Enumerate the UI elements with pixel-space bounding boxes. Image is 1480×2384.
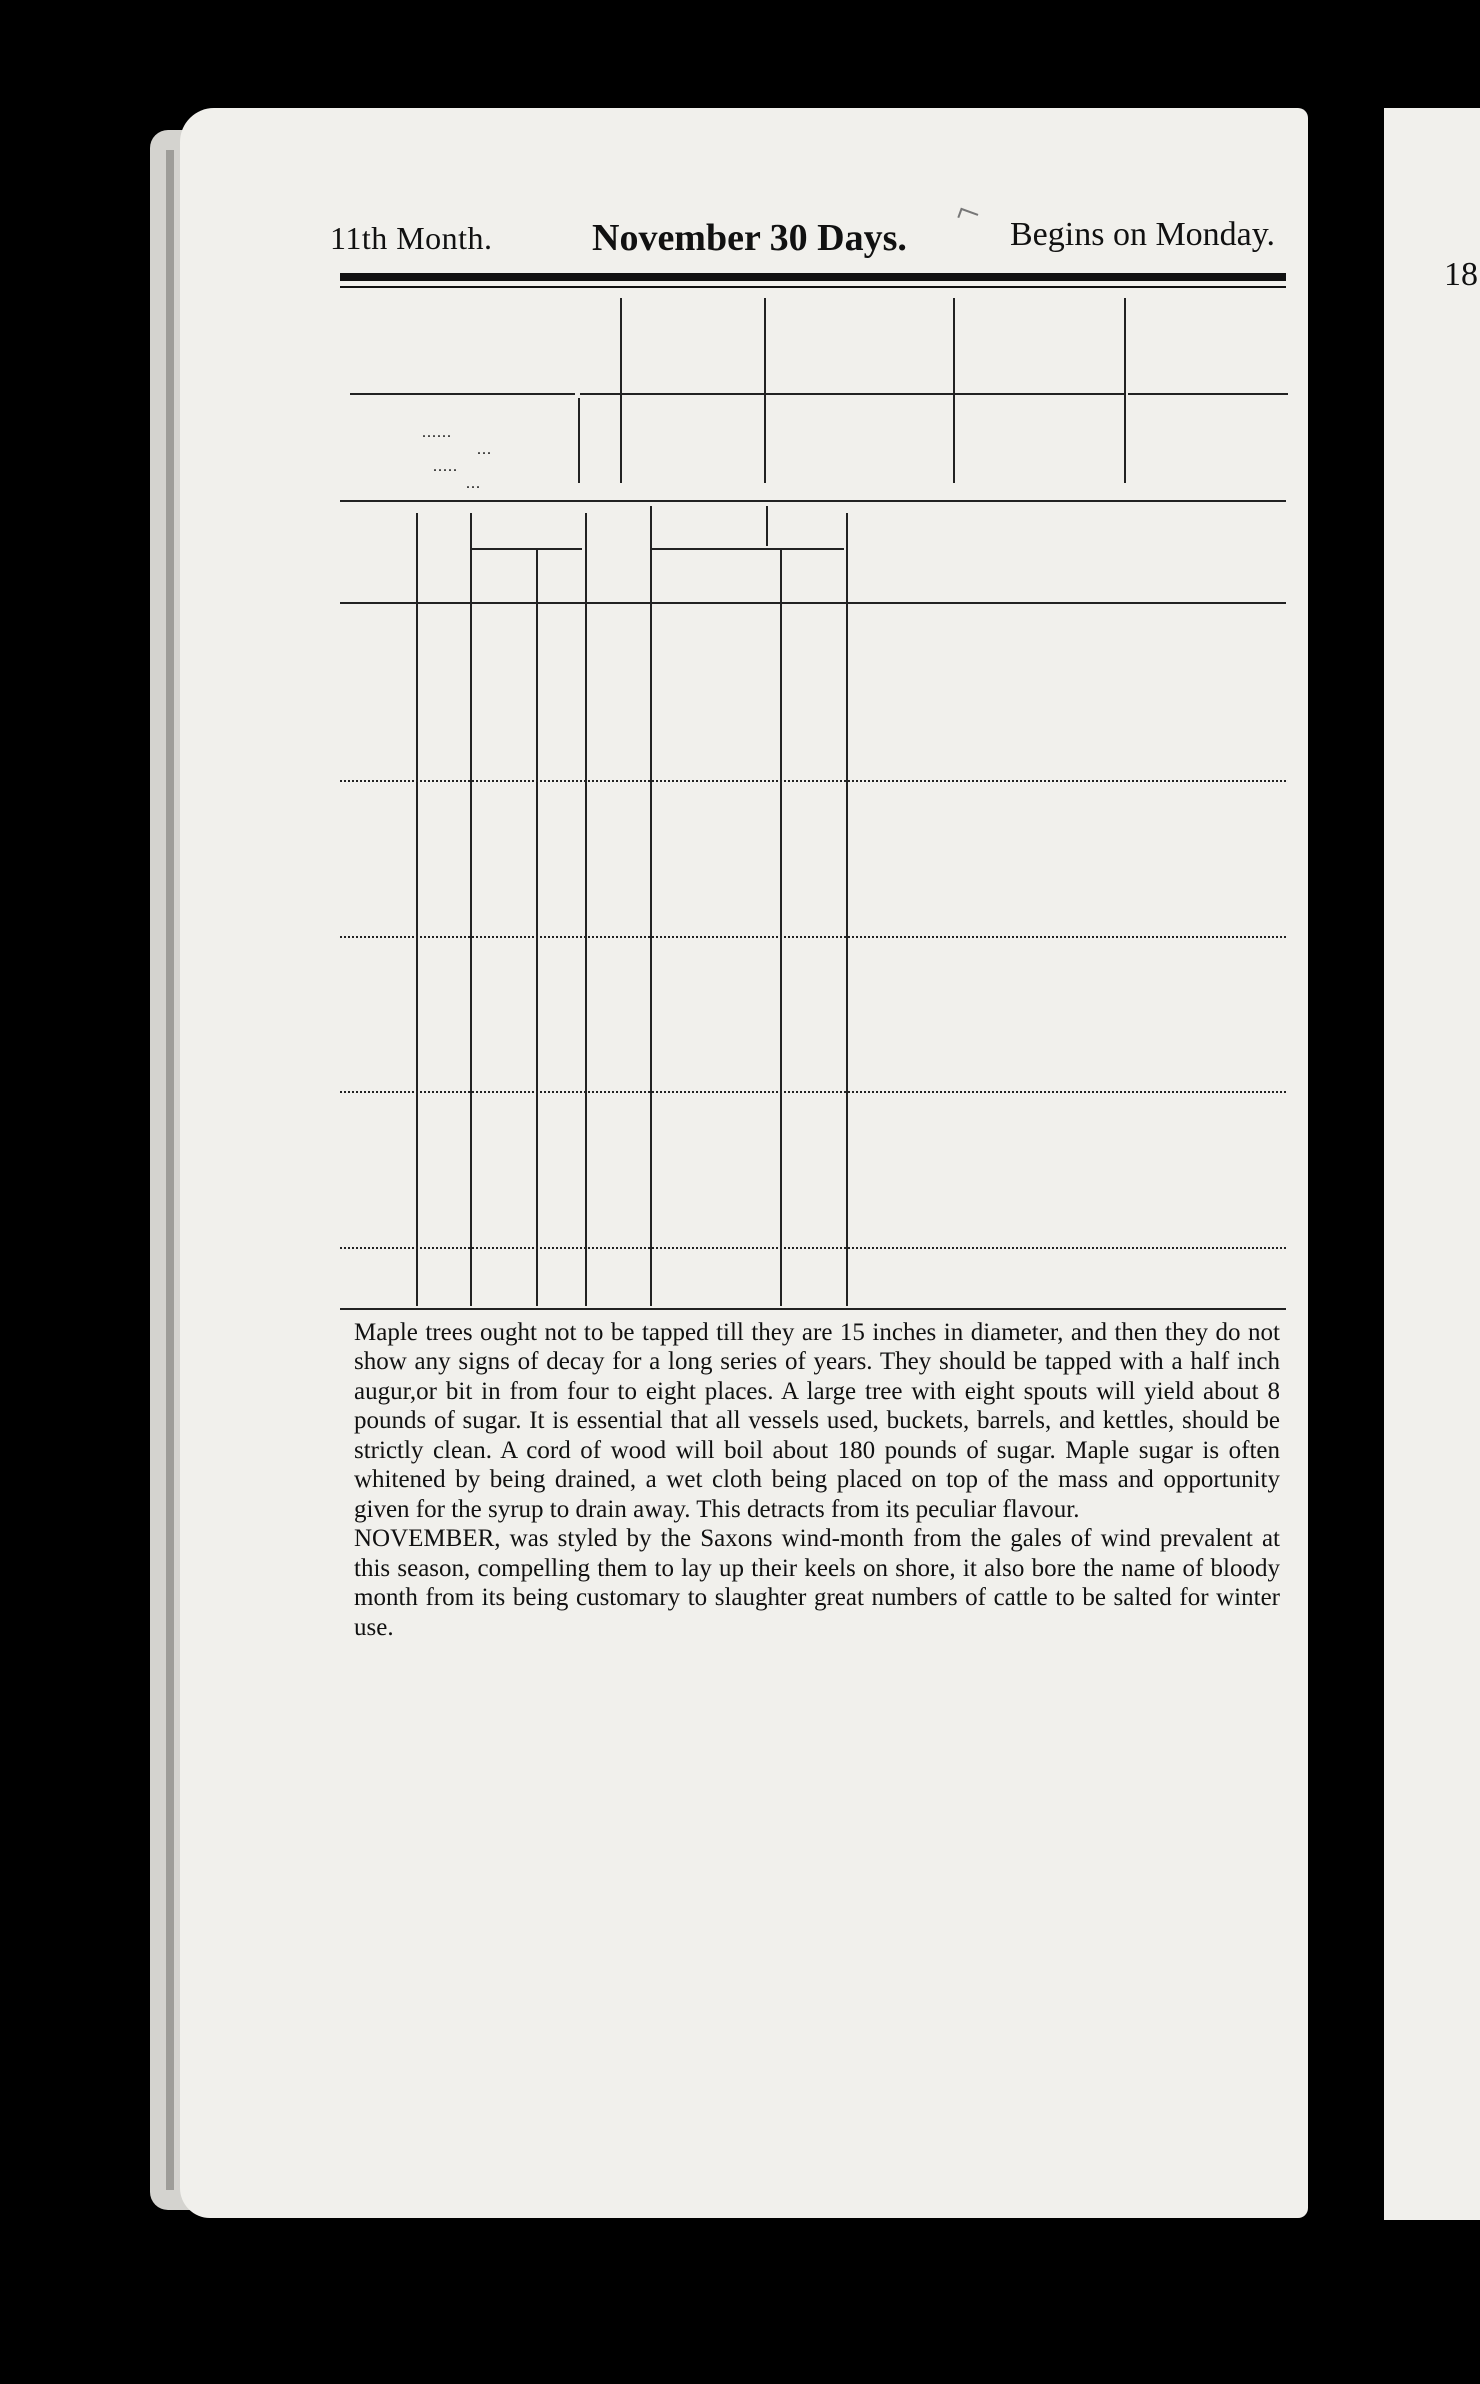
november-lead: NOVEMBER, [354, 1525, 501, 1553]
phase-leader-dots: ... [477, 441, 492, 458]
phases-header-rule [1128, 393, 1288, 395]
moon-header-rule [652, 548, 844, 550]
header-bottom-rule [340, 602, 1286, 604]
body-col-divider [536, 602, 538, 1306]
week-separator [340, 1247, 1286, 1251]
phases-col-divider [764, 298, 766, 483]
november-text: was styled by the Saxons wind-month from the gales of wind prevalent at this season, compelling them to lay up their keels on shore, it also bore the name of bloody month from its being customary to slaughter great numbers of cattle to be salted for winter use. [354, 1525, 1281, 1641]
book-spine-edge [166, 150, 174, 2190]
col-divider [766, 506, 768, 546]
phases-col-divider [620, 298, 622, 483]
paragraph-november [330, 1524, 1280, 1642]
week-separator [340, 780, 1286, 784]
body-col-divider [650, 602, 652, 1306]
body-col-divider [846, 602, 848, 1306]
body-col-divider [470, 602, 472, 1306]
page-title: November 30 Days. [592, 217, 907, 259]
phase-leader-dots: ...... [422, 424, 452, 441]
sun-header-rule [472, 548, 582, 550]
week-separator [340, 1091, 1286, 1095]
header-rule [340, 273, 1286, 281]
body-col-divider [585, 602, 587, 1306]
phase-leader-dots: ..... [433, 458, 458, 475]
pencil-mark: ⌐ [950, 186, 988, 237]
begins-on: Begins on Monday. [1010, 216, 1276, 253]
phases-header-rule [580, 393, 1125, 395]
phases-col-divider [953, 298, 955, 483]
phases-day-divider [578, 398, 580, 483]
phase-leader-dots: ... [466, 475, 481, 492]
month-number: 11th Month. [330, 220, 493, 256]
body-col-divider [780, 602, 782, 1306]
phases-col-divider [1124, 298, 1126, 483]
week-separator [340, 936, 1286, 940]
phases-header-rule [350, 393, 575, 395]
header-rule-thin [340, 286, 1286, 288]
body-col-divider [416, 602, 418, 1306]
phases-bottom-rule [340, 500, 1286, 502]
right-facing-page [1384, 108, 1480, 2220]
maple-note [330, 1318, 1280, 1643]
almanac-page [180, 108, 1308, 2218]
right-page-number: 18 [1444, 256, 1478, 293]
paragraph-maple: Maple trees ought not to be tapped till they are 15 inches in diameter, and then they do not show any signs of decay for a long series of years. They should be tapped with a half inch augur,or bit in from four to eight places. A large tree with eight spouts will yield about 8 pounds of sugar. It is essential that all vessels used, buckets, barrels, and kettles, should be strictly clean. A cord of wood will boil about 180 pounds of sugar. Maple sugar is often whitened by being drained, a wet cloth being placed on top of the mass and opportunity given for the syrup to drain away. This detracts from its peculiar flavour. [354, 1318, 1280, 1523]
table-bottom-rule [340, 1308, 1286, 1310]
